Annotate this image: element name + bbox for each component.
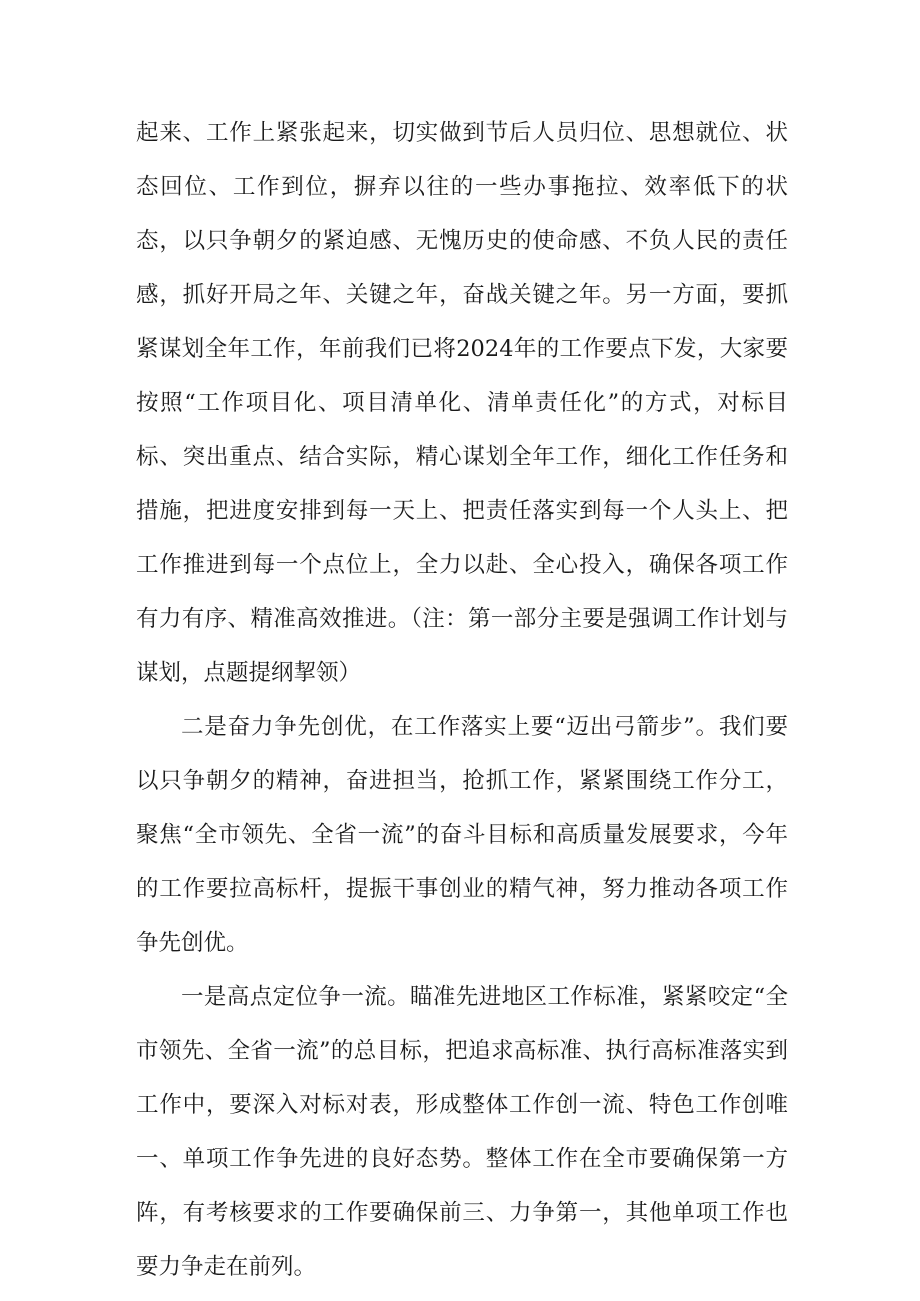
document-page xyxy=(136,106,788,1294)
paragraph-strive-for-excellence: 二是奋力争先创优，在工作落实上要“迈出弓箭步”。我们要以只争朝夕的精神，奋进担当，抢抓工作，紧紧围绕工作分工，聚焦“全市领先、全省一流”的奋斗目标和高质量发展要求，今年的工作要拉高标杆，提振干事创业的精气神，努力推动各项工作争先创优。 xyxy=(136,714,788,956)
paragraph-high-positioning: 一是高点定位争一流。瞄准先进地区工作标准，紧紧咬定“全市领先、全省一流”的总目标，把追求高标准、执行高标准落实到工作中，要深入对标对表，形成整体工作创一流、特色工作创唯一、单项工作争先进的良好态势。整体工作在全市要确保第一方阵，有考核要求的工作要确保前三、力争第一，其他单项工作也要力争走在前列。 xyxy=(136,984,788,1280)
paragraph-continuation: 起来、工作上紧张起来，切实做到节后人员归位、思想就位、状态回位、工作到位，摒弃以往的一些办事拖拉、效率低下的状态，以只争朝夕的紧迫感、无愧历史的使命感、不负人民的责任感，抓好开局之年、关键之年，奋战关键之年。另一方面，要抓紧谋划全年工作，年前我们已将2024年的工作要点下发，大家要按照“工作项目化、项目清单化、清单责任化”的方式，对标目标、突出重点、结合实际，精心谋划全年工作，细化工作任务和措施，把进度安排到每一天上、把责任落实到每一个人头上、把工作推进到每一个点位上，全力以赴、全心投入，确保各项工作有力有序、精准高效推进。（注：第一部分主要是强调工作计划与谋划，点题提纲挈领） xyxy=(136,120,788,686)
